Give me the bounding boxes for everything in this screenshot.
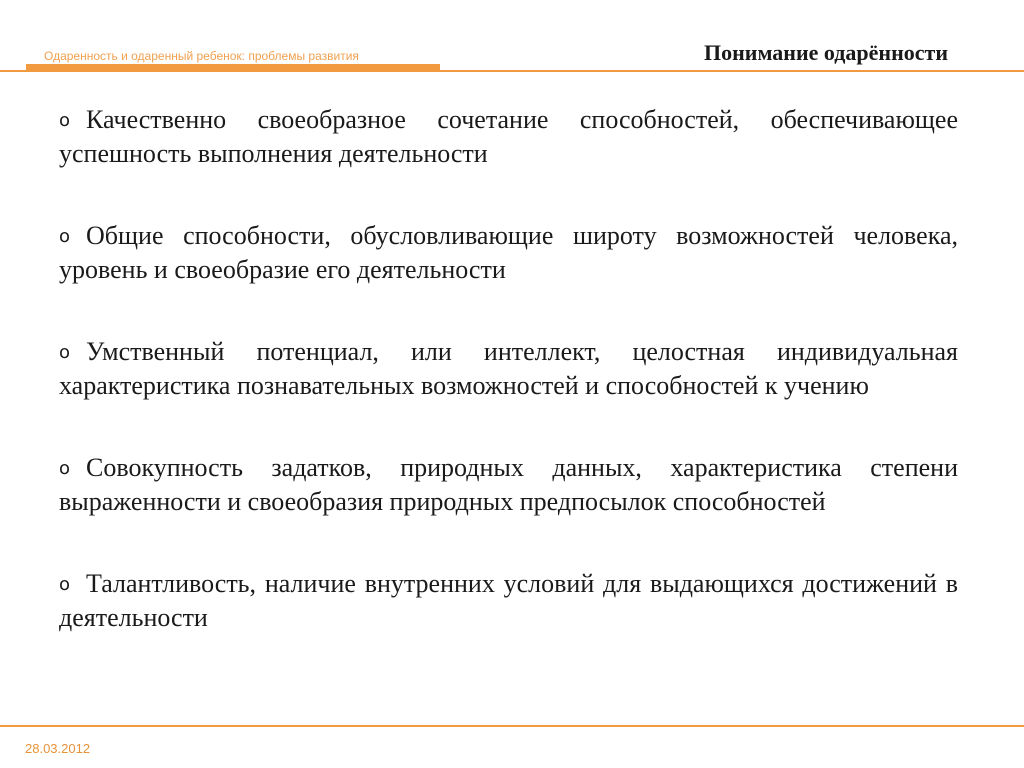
list-item <box>59 219 958 286</box>
footer-divider <box>0 725 1024 727</box>
circle-bullet-icon: o <box>59 574 71 595</box>
circle-bullet-icon: o <box>59 458 71 479</box>
presentation-subtitle: Одаренность и одаренный ребенок: проблемы развития <box>44 49 359 63</box>
list-item-text: Совокупность задатков, природных данных, характеристика степени выраженности и своеобразия природных предпосылок способностей <box>59 453 958 516</box>
list-item-text: Общие способности, обусловливающие широту возможностей человека, уровень и своеобразие его деятельности <box>59 221 958 284</box>
list-item-text: Талантливость, наличие внутренних условий для выдающихся достижений в деятельности <box>59 569 958 632</box>
bullet-list <box>59 103 958 634</box>
list-item <box>59 103 958 170</box>
circle-bullet-icon: o <box>59 226 71 247</box>
slide-title: Понимание одарённости <box>703 40 948 65</box>
footer-date: 28.03.2012 <box>25 741 91 756</box>
list-item <box>59 567 958 634</box>
header-accent-bar <box>26 64 440 71</box>
circle-bullet-icon: o <box>59 342 71 363</box>
list-item <box>59 451 958 518</box>
list-item-text: Качественно своеобразное сочетание способностей, обеспечивающее успешность выполнения деятельности <box>59 105 958 168</box>
list-item <box>59 335 958 402</box>
circle-bullet-icon: o <box>59 110 71 131</box>
list-item-text: Умственный потенциал, или интеллект, целостная индивидуальная характеристика познавательных возможностей и способностей к учению <box>59 337 958 400</box>
